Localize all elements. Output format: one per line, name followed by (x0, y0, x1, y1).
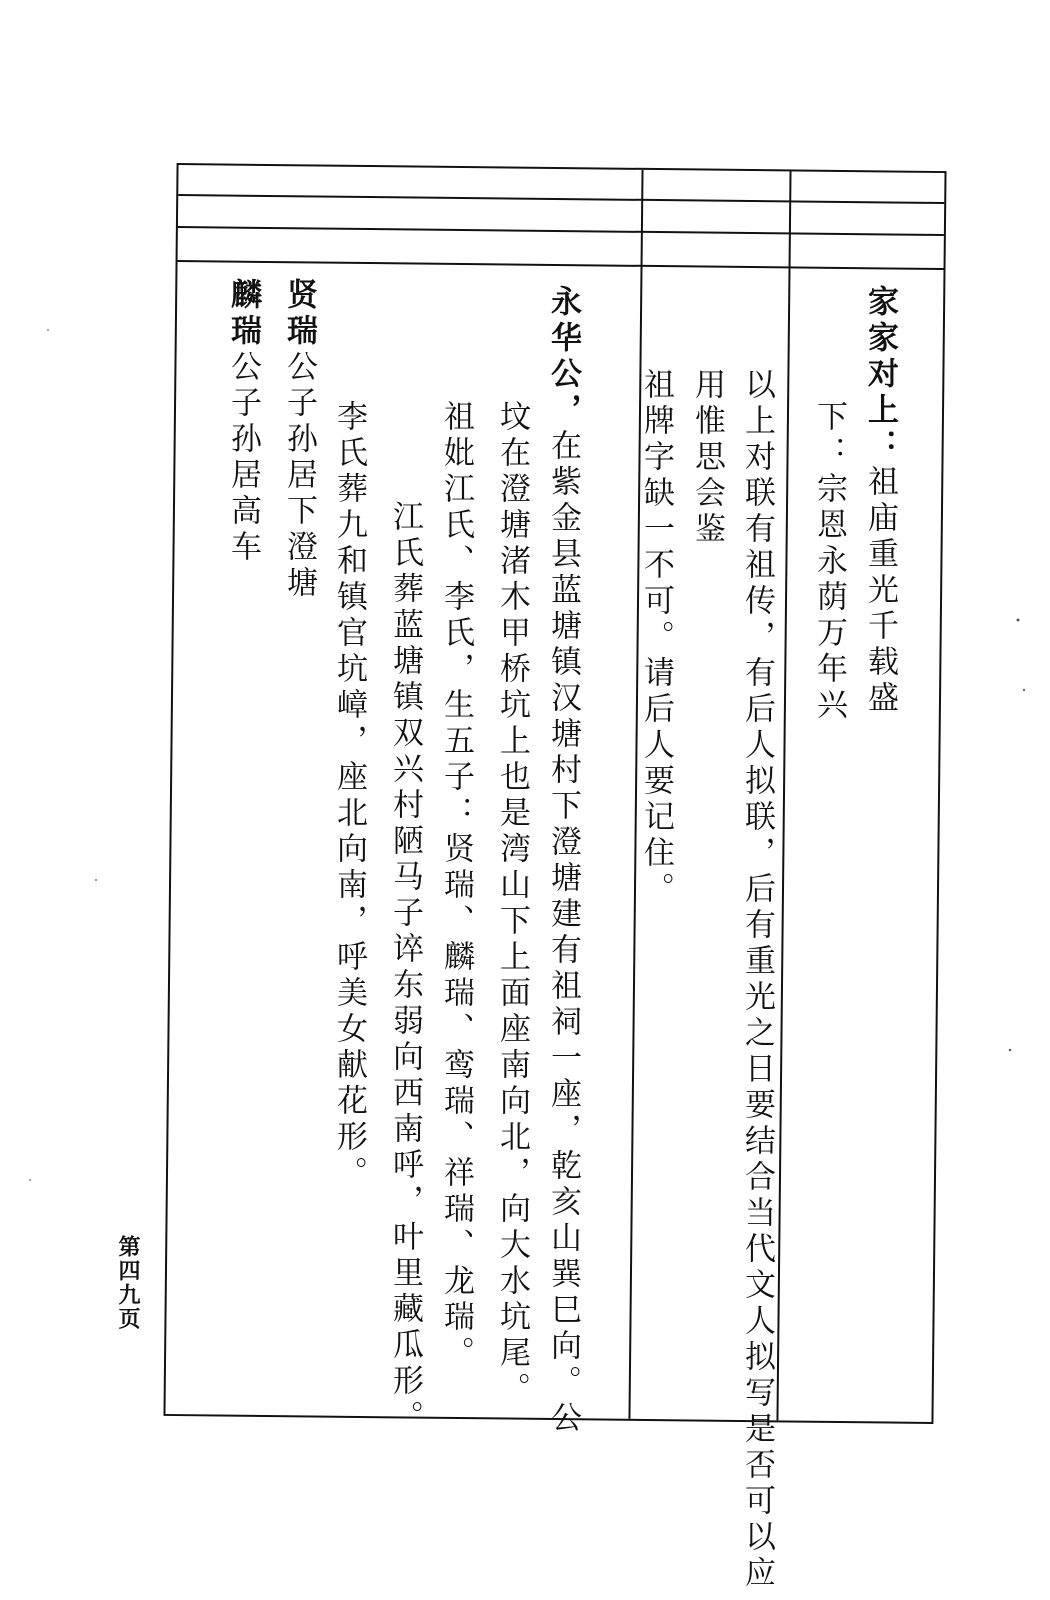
column-6-bold: 永华公， (545, 285, 581, 429)
column-9: 江氏葬蓝塘镇双兴村陋马子谇东弱向西南呼，叶里藏瓜形。 (387, 500, 423, 1436)
column-11-bold: 贤瑞 (281, 278, 317, 350)
header-rule-3 (178, 260, 944, 270)
page-number: 第四九页 (115, 1235, 141, 1331)
column-12-rest: 公子孙居高车 (225, 350, 261, 566)
header-rule-1 (178, 194, 944, 204)
column-6 (545, 285, 581, 1437)
column-1-bold: 家家对上： (862, 285, 898, 465)
column-12-bold: 麟瑞 (225, 278, 261, 350)
column-12 (225, 278, 261, 566)
column-10: 李氏葬九和镇官坑嶂，座北向南，呼美女献花形。 (331, 400, 367, 1192)
column-7: 坟在澄塘渚木甲桥坑上也是湾山下上面座南向北，向大水坑尾。 (494, 400, 530, 1408)
column-11 (281, 278, 317, 602)
column-1-rest: 祖庙重光千载盛 (862, 465, 898, 717)
column-3: 以上对联有祖传，有后人拟联，后有重光之日要结合当代文人拟写是否可以应 (739, 368, 775, 1592)
column-1 (862, 285, 898, 717)
column-8: 祖妣江氏、李氏，生五子：贤瑞、麟瑞、鸾瑞、祥瑞、龙瑞。 (438, 400, 474, 1372)
column-5: 祖牌字缺一不可。请后人要记住。 (638, 368, 674, 908)
column-11-rest: 公子孙居下澄塘 (281, 350, 317, 602)
column-2: 下：宗恩永荫万年兴 (811, 400, 847, 724)
header-rule-2 (178, 226, 944, 236)
column-6-rest: 在紫金县蓝塘镇汉塘村下澄塘建有祖祠一座，乾亥山巽巳向。公 (545, 429, 581, 1437)
column-4: 用惟思会鉴 (689, 368, 725, 548)
column-divider-right (776, 171, 791, 1420)
